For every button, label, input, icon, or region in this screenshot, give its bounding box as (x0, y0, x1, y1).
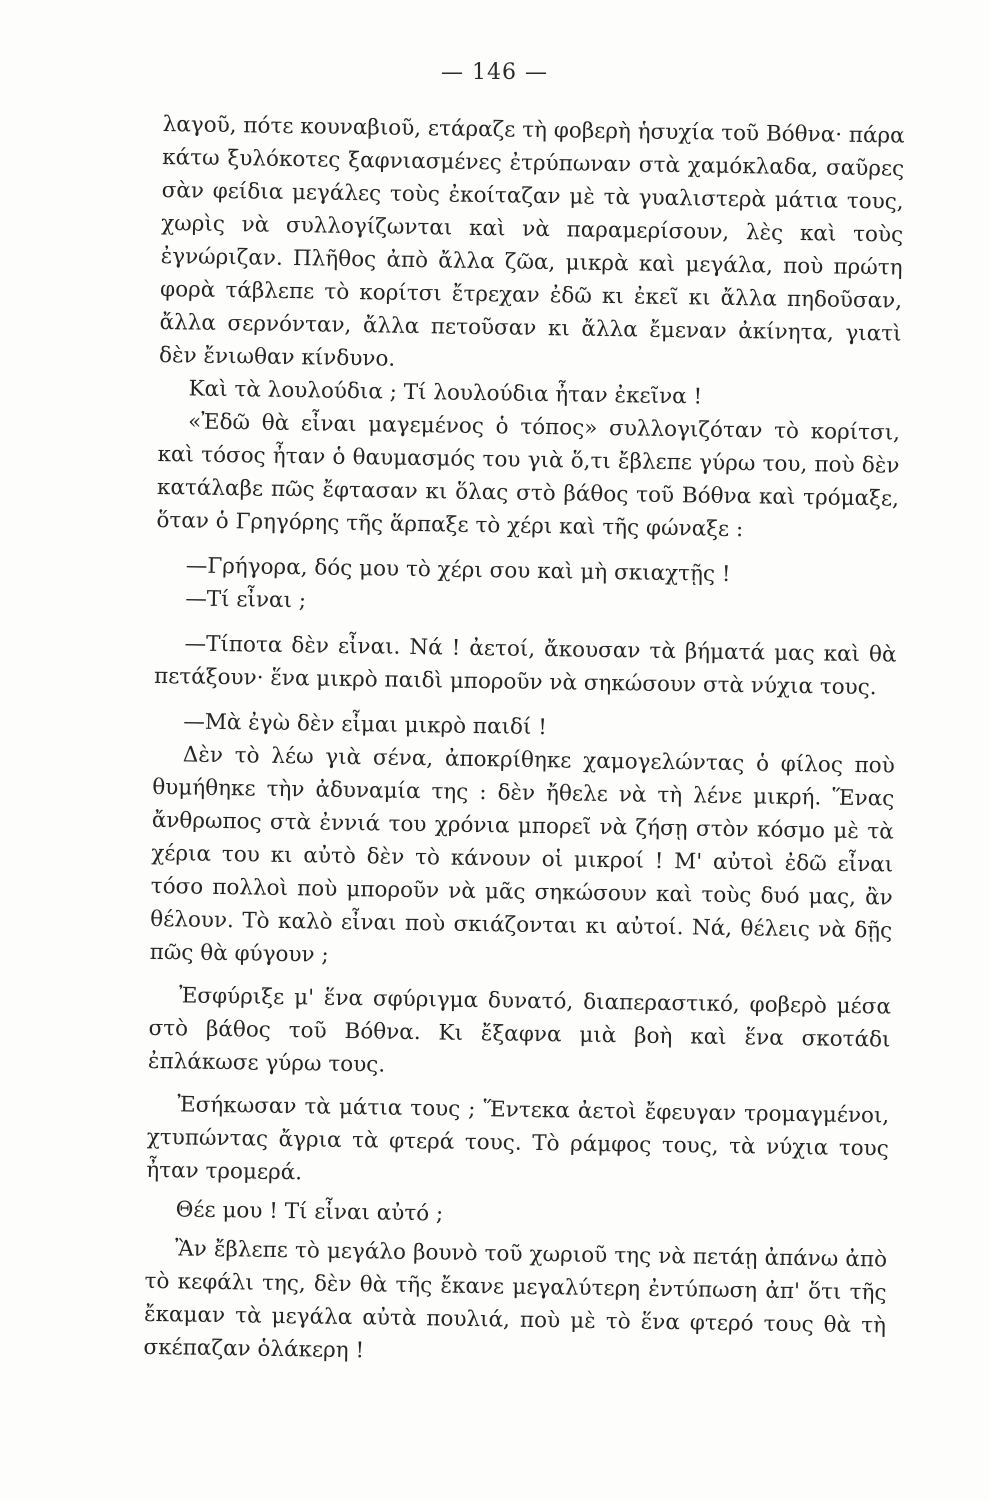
paragraph: Ἂν ἔβλεπε τὸ μεγάλο βουνὸ τοῦ χωριοῦ της νὰ πετάῃ ἀπάνω ἀπὸ τὸ κεφάλι της, δὲν θὰ τῆς ἔκανε μεγαλύτερη ἐντύπωση ἀπ' ὅτι τῆς ἔκαμαν τὰ μεγάλα αὐτὰ πουλιά, ποὺ μὲ τὸ ἕνα φτερό τους θὰ τὴ σκέπαζαν ὁλάκερη ! (143, 1236, 888, 1364)
paragraph: λαγοῦ, πότε κουναβιοῦ, ετάραζε τὴ φοβερὴ ἡσυχία τοῦ Βόθνα· πάρα κάτω ξυλόκοτες ξαφνιασμένες ἐτρύπωναν στὰ χαμόκλαδα, σαῦρες σὰν φείδια μεγάλες τοὺς ἐκοίταζαν μὲ τὰ γυαλιστερὰ μάτια τους, χωρὶς νὰ συλλογίζωνται καὶ νὰ παραμερίσουν, λὲς καὶ τοὺς ἐγνώριζαν. Πλῆθος ἀπὸ ἄλλα ζῶα, μικρὰ καὶ μεγάλα, ποὺ πρώτη φορὰ τάβλεπε τὸ κορίτσι ἔτρεχαν ἐδῶ κι ἐκεῖ κι ἄλλα πηδοῦσαν, ἄλλα σερνόνταν, ἄλλα πετοῦσαν κι ἄλλα ἔμεναν ἀκίνητα, γιατὶ δὲν ἔνιωθαν κίνδυνο. (158, 111, 905, 372)
paragraph: —Τίποτα δὲν εἶναι. Νά ! ἀετοί, ἄκουσαν τὰ βήματά μας καὶ θὰ πετάξουν· ἕνα μικρὸ παιδὶ μποροῦν νὰ σηκώσουν στὰ νύχια τους. (153, 631, 897, 701)
paragraph: Καὶ τὰ λουλούδια ; Τί λουλούδια ἦταν ἐκεῖνα ! (188, 376, 703, 410)
paragraph: Θέε μου ! Τί εἶναι αὐτό ; (175, 1197, 444, 1227)
paragraph: Ἐσφύριξε μ' ἕνα σφύριγμα δυνατό, διαπεραστικό, φοβερὸ μέσα στὸ βάθος τοῦ Βόθνα. Κι ἔξαφνα μιὰ βοὴ καὶ ἕνα σκοτάδι ἐπλάκωσε γύρω τους. (147, 983, 892, 1078)
paragraph: —Τί εἶναι ; (185, 586, 307, 614)
paragraph: —Μὰ ἐγὼ δὲν εἶμαι μικρὸ παιδί ! (183, 709, 548, 741)
paragraph: Δὲν τὸ λέω γιὰ σένα, ἀποκρίθηκε χαμογελώντας ὁ φίλος ποὺ θυμήθηκε τὴν ἀδυναμία της : δὲν ἤθελε νὰ τὴ λένε μικρή. Ἕνας ἄνθρωπος στὰ ἐννιά του χρόνια μπορεῖ νὰ ζήσῃ στὸν κόσμο μὲ τὰ χέρια του κι αὐτὸ δὲν τὸ κάνουν οἱ μικροί ! Μ' αὐτοὶ ἐδῶ εἶναι τόσο πολλοὶ ποὺ μποροῦν νὰ μᾶς σηκώσουν καὶ τοὺς δυό μας, ἂν θέλουν. Τὸ καλὸ εἶναι ποὺ σκιάζονται κι αὐτοί. Νά, θέλεις νὰ δῇς πῶς θὰ φύγουν ; (149, 742, 895, 968)
paragraph: «Ἐδῶ θὰ εἶναι μαγεμένος ὁ τόπος» συλλογιζόταν τὸ κορίτσι, καὶ τόσος ἦταν ὁ θαυμασμός του γιὰ ὅ,τι ἔβλεπε γύρω του, ποὺ δὲν κατάλαβε πῶς ἔφτασαν κι ὅλας στὸ βάθος τοῦ Βόθνα καὶ τρόμαξε, ὅταν ὁ Γρηγόρης τῆς ἅρπαξε τὸ χέρι καὶ τῆς φώναξε : (156, 409, 901, 543)
paragraph: —Γρήγορα, δός μου τὸ χέρι σου καὶ μὴ σκιαχτῇς ! (185, 553, 731, 587)
paragraph: Ἐσήκωσαν τὰ μάτια τους ; Ἕντεκα ἀετοὶ ἔφευγαν τρομαγμένοι, χτυπώντας ἄγρια τὰ φτερά τους. Τὸ ράμφος τους, τὰ νύχια τους ἦταν τρομερά. (146, 1092, 890, 1186)
body-text (143, 108, 905, 1375)
page-number: — 146 — (441, 60, 548, 85)
